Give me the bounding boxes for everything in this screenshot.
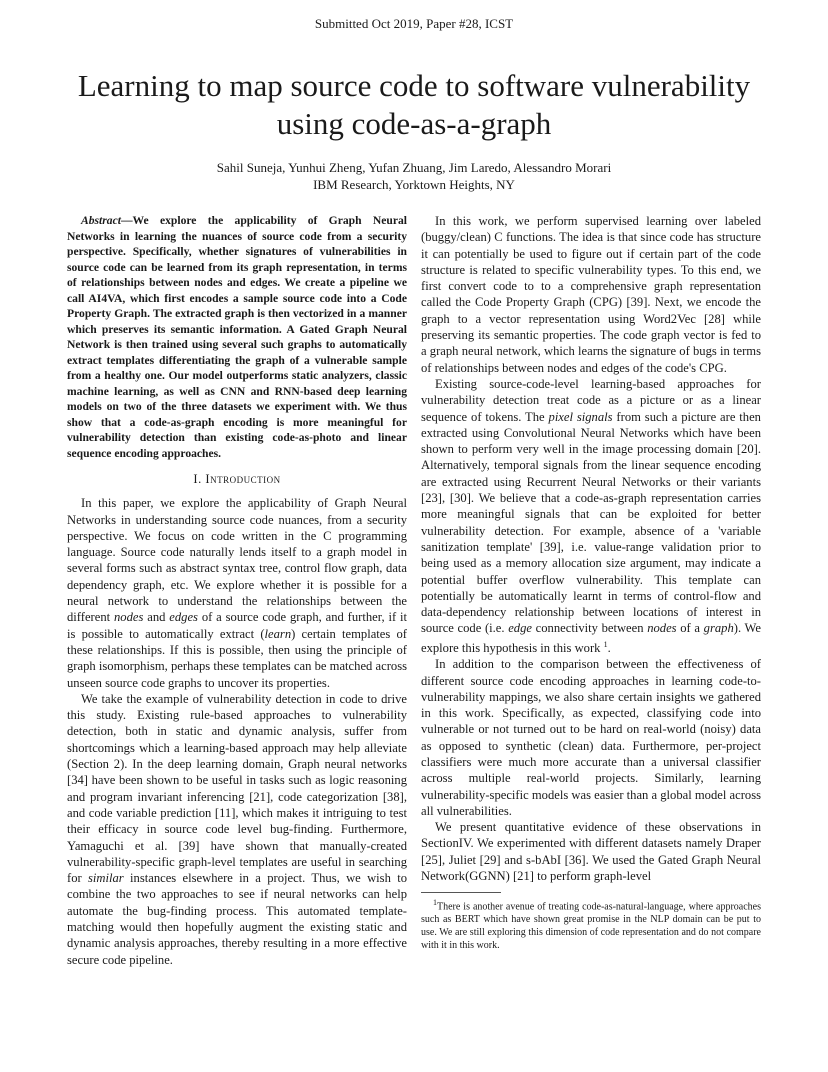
intro-paragraph-1: In this paper, we explore the applicability of Graph Neural Networks in understanding source code nuances, from a security perspective. We focus on code written in the C programming language. Source code naturally lends itself to a graph model in several forms such as abstract syntax tree, control flow graph, data dependency graph, etc. We explore whether it is possible for a neural network to understand the relationships between the different nodes and edges of a source code graph, and further, if it is possible to automatically extract (learn) certain templates of these relationships. If this is possible, then using the principle of graph isomorphism, perhaps these templates can be matched across unseen source code graphs to uncover its properties. xyxy=(67,496,407,690)
footnote-text: There is another avenue of treating code-as-natural-language, where approaches such as BERT which have shown great promise in the NLP domain can be put to use. We are still exploring this dimension of code representation and do not compare with it in this work. xyxy=(421,901,761,952)
author-list: Sahil Suneja, Yunhui Zheng, Yufan Zhuang, Jim Laredo, Alessandro Morari xyxy=(216,160,612,175)
author-block xyxy=(60,159,768,193)
abstract: Abstract—We explore the applicability of Graph Neural Networks in learning the nuances of source code from a security perspective. Specifically, whether signatures of vulnerabilities in source code can be learned from its graph representation, in terms of relationships between nodes and edges. We create a pipeline we call AI4VA, which first encodes a sample source code into a Code Property Graph. The extracted graph is then vectorized in a manner which preserves its semantic information. A Gated Graph Neural Network is then trained using several such graphs to automatically extract templates differentiating the graph of a vulnerable sample from a healthy one. Our model outperforms static analyzers, classic machine learning, as well as CNN and RNN-based deep learning models on two of the three datasets we experiment with. We thus show that a code-as-graph encoding is more meaningful for vulnerability detection than existing code-as-photo and linear sequence encoding approaches. xyxy=(67,214,407,460)
intro-paragraph-2: We take the example of vulnerability detection in code to drive this study. Existing rule-based approaches to vulnerability detection, both in static and dynamic analysis, suffer from shortcomings which a learning-based approach may help alleviate (Section 2). In the deep learning domain, Graph neural networks [34] have been shown to be useful in tasks such as logic reasoning and program invariant inferencing [21], code categorization [38], and code variable prediction [11], which makes it intriguing to test their efficacy in source code level bug-finding. Furthermore, Yamaguchi et al. [39] have shown that manually-created vulnerability-specific graph-level templates are useful in searching for similar instances elsewhere in a project. Thus, we wish to combine the two approaches to see if neural networks can help automate the bug-finding process. This automated template-matching would then hopefully augment the existing static and dynamic analysis approaches, thereby resulting in a more effective secure code pipeline. xyxy=(67,691,407,967)
footnote xyxy=(421,897,761,953)
intro-paragraph-3: In this work, we perform supervised learning over labeled (buggy/clean) C functions. The idea is that since code has structure it can potentially be used to figure out if certain part of the code structure is related to specific vulnerability types. To this end, we first convert code to to a comprehensive graph representation called the Code Property Graph (CPG) [39]. Next, we encode the graph to a vector representation using Word2Vec [28] while preserving its semantic properties. The code graph vector is fed to a graph neural network, which learns the signature of bugs in terms of relationships between nodes and edges of the code's CPG. xyxy=(421,214,761,375)
right-column xyxy=(421,213,761,953)
footnote-divider xyxy=(421,892,501,893)
paper-title: Learning to map source code to software vulnerability using code-as-a-graph xyxy=(77,68,751,141)
intro-paragraph-5: In addition to the comparison between the effectiveness of different source code encoding approaches in learning code-to-vulnerability mappings, we also share certain insights we gathered in this work. Specifically, as expected, classifying code into vulnerable or not turned out to be hard on real-world (noisy) data as opposed to synthetic (clean) data. Furthermore, per-project classifiers were much more accurate than a universal classifier across multiple real-world projects. Similarly, learning vulnerability-specific models was easier than a global model across all vulnerabilities. xyxy=(421,657,761,818)
footnote-marker[interactable]: 1 xyxy=(603,639,608,649)
footnote-number: 1 xyxy=(433,898,437,908)
intro-paragraph-4: Existing source-code-level learning-based approaches for vulnerability detection treat code as a picture or as a linear sequence of tokens. The pixel signals from such a picture are then extracted using Convolutional Neural Networks which have been shown to perform very well in the image processing domain [20]. Alternatively, temporal signals from the linear sequence encoding are extracted using Recurrent Neural Networks or their variants [23], [30]. We believe that a code-as-graph representation carries more meaningful signals that can be exploited for better vulnerability detection. For example, absence of a 'variable sanitization template' [39], i.e. value-range validation prior to being used as a memory allocation size argument, may indicate a potential buffer overflow vulnerability. This template can potentially be automatically learnt in terms of control-flow and data-dependency relationship between locations of interest in source code (i.e. edge connectivity between nodes of a graph). We explore this hypothesis in this work $^1$. xyxy=(421,376,762,655)
abstract-label: Abstract xyxy=(81,214,121,227)
intro-paragraph-6: We present quantitative evidence of these observations in SectionIV. We experimented with different datasets namely Draper [25], Juliet [29] and s-bAbI [36]. We used the Gated Graph Neural Network(GGNN) [21] to perform graph-level xyxy=(421,820,761,884)
left-column xyxy=(67,213,407,968)
affiliation: IBM Research, Yorktown Heights, NY xyxy=(313,177,515,192)
submission-note: Submitted Oct 2019, Paper #28, ICST xyxy=(314,16,514,31)
section-heading-introduction: I. Introduction xyxy=(193,472,281,486)
abstract-text: We explore the applicability of Graph Neural Networks in learning the nuances of source code from a security perspective. Specifically, whether signatures of vulnerabilities in source code can be learned from its graph representation, in terms of relationships between nodes and edges. We create a pipeline we call AI4VA, which first encodes a sample source code into a Code Property Graph. The extracted graph is then vectorized in a manner which preserves its semantic information. A Gated Graph Neural Network is then trained using several such graphs to automatically extract templates differentiating the graph of a vulnerable sample from a healthy one. Our model outperforms static analyzers, classic machine learning, as well as CNN and RNN-based deep learning models on two of the three datasets we experiment with. We thus show that a code-as-graph encoding is more meaningful for vulnerability detection than existing code-as-photo and linear sequence encoding approaches. xyxy=(67,214,407,460)
